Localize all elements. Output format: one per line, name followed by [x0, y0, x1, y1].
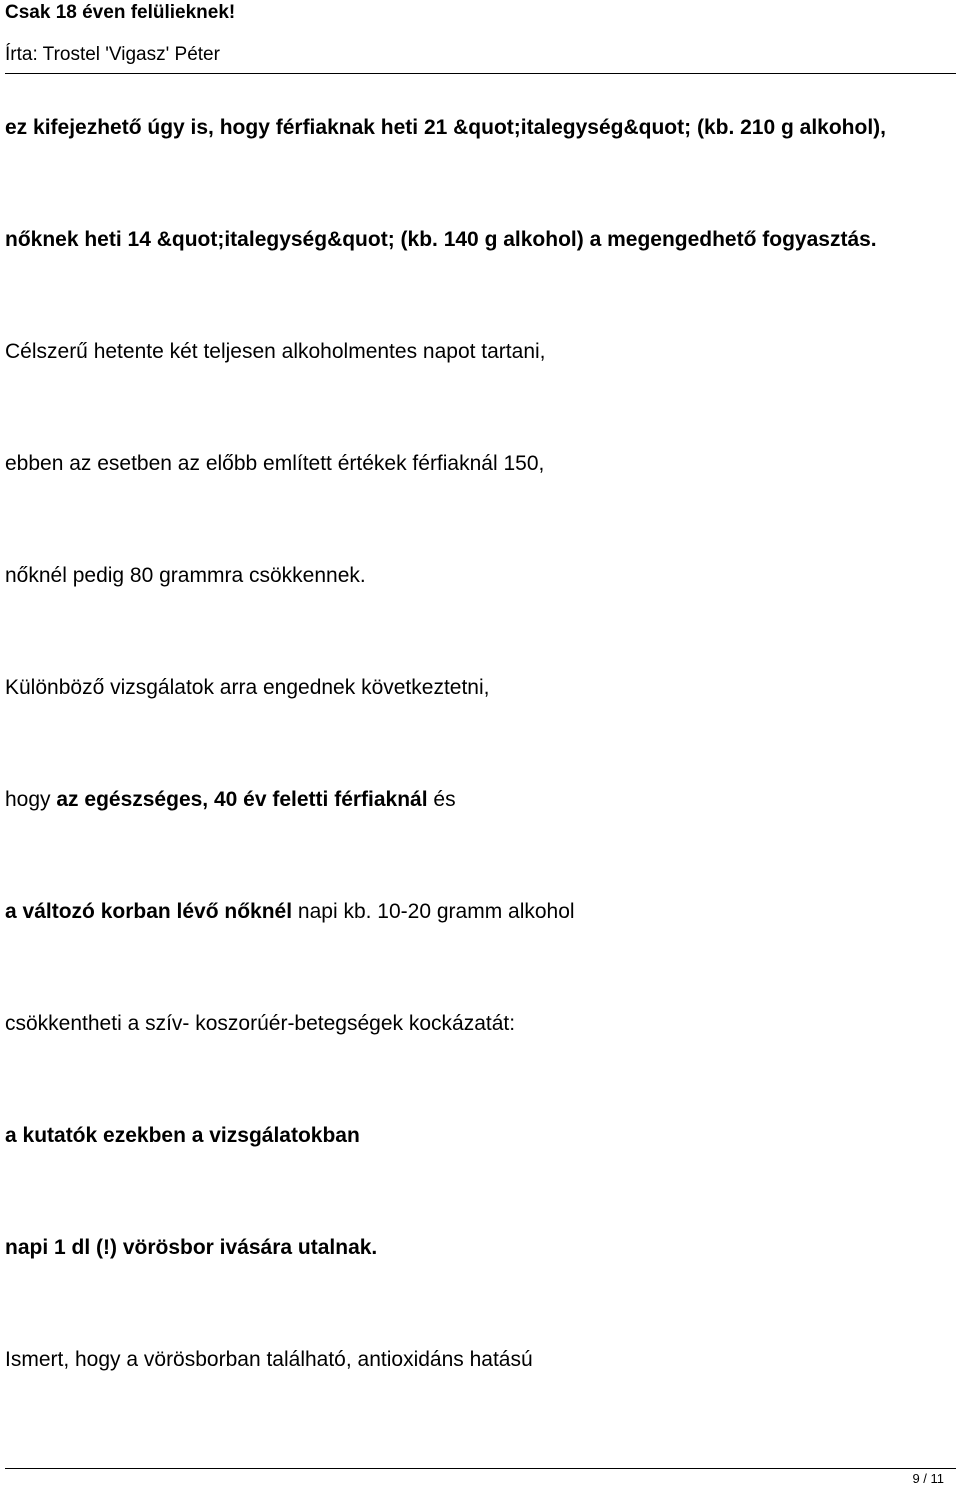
plain-text: csökkentheti a szív- koszorúér-betegségek kockázatát: [5, 1012, 516, 1035]
text-line-11 [5, 1234, 377, 1262]
plain-text: Ismert, hogy a vörösborban található, antioxidáns hatású [5, 1348, 533, 1371]
plain-text: Különböző vizsgálatok arra engednek következtetni, [5, 676, 490, 699]
text-line-8 [5, 898, 575, 926]
bold-text: ez kifejezhető úgy is, hogy férfiaknak heti 21 &quot;italegység&quot; (kb. 210 g alkohol), [5, 116, 886, 139]
page-number: 9 / 11 [912, 1471, 944, 1486]
text-line-9 [5, 1010, 515, 1038]
text-line-10 [5, 1122, 360, 1150]
text-line-1 [5, 114, 886, 142]
bold-text: az egészséges, 40 év feletti férfiaknál [56, 788, 428, 811]
plain-text: napi kb. 10-20 gramm alkohol [292, 900, 575, 923]
plain-text: és [427, 788, 456, 811]
text-line-6 [5, 674, 489, 702]
plain-text: nőknél pedig 80 grammra csökkennek. [5, 564, 366, 587]
bold-text: a kutatók ezekben a vizsgálatokban [5, 1124, 360, 1147]
document-author: Írta: Trostel 'Vigasz' Péter [5, 44, 220, 65]
plain-text: Célszerű hetente két teljesen alkoholmentes napot tartani, [5, 340, 546, 363]
bold-text: napi 1 dl (!) vörösbor ivására utalnak. [5, 1236, 378, 1259]
plain-text: ebben az esetben az előbb említett értékek férfiaknál 150, [5, 452, 545, 475]
text-line-4 [5, 450, 544, 478]
bold-text: nőknek heti 14 &quot;italegység&quot; (kb. 140 g alkohol) a megengedhető fogyasztás. [5, 228, 877, 251]
header-divider [5, 73, 956, 74]
document-title: Csak 18 éven felülieknek! [5, 2, 236, 23]
text-line-5 [5, 562, 366, 590]
footer-divider [5, 1468, 956, 1469]
text-line-2 [5, 226, 877, 254]
plain-text: hogy [5, 788, 57, 811]
text-line-12 [5, 1346, 533, 1374]
bold-text: a változó korban lévő nőknél [5, 900, 293, 923]
text-line-7 [5, 786, 456, 814]
text-line-3 [5, 338, 546, 366]
